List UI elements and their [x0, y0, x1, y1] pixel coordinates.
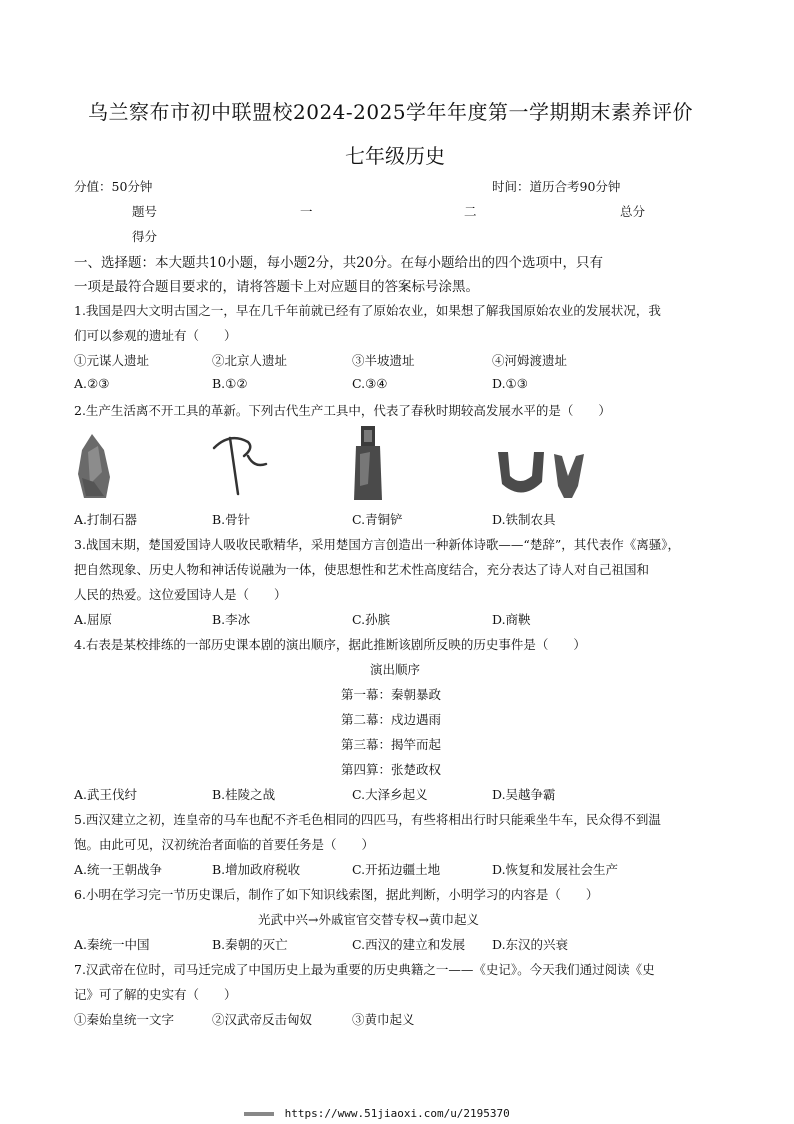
score-info: 分值：50分钟	[74, 179, 153, 194]
option-a[interactable]: A.②③	[74, 376, 110, 391]
act-4: 第四算：张楚政权	[341, 762, 442, 777]
bone-needle-image	[208, 428, 272, 500]
question-stem: 人民的热爱。这位爱国诗人是（ ）	[74, 587, 287, 602]
performance-order-title: 演出顺序	[370, 662, 421, 677]
question-stem: 6.小明在学习完一节历史课后，制作了如下知识线索图，据此判断，小明学习的内容是（ ）	[74, 887, 599, 902]
score-table-header-part1: 一	[300, 204, 313, 219]
score-table-header-part2: 二	[464, 204, 477, 219]
statement-item: ①秦始皇统一文字	[74, 1012, 175, 1027]
stone-tool-image	[74, 432, 114, 502]
question-stem: 记》可了解的史实有（ ）	[74, 987, 237, 1002]
section1-instruction-line1: 一、选择题：本大题共10小题，每小题2分，共20分。在每小题给出的四个选项中，只有	[74, 255, 603, 271]
exam-title: 乌兰察布市初中联盟校2024-2025学年年度第一学期期末素养评价	[88, 100, 694, 124]
statement-item: ②北京人遗址	[212, 353, 288, 368]
option-d[interactable]: D.东汉的兴衰	[492, 937, 569, 952]
option-b[interactable]: B.秦朝的灭亡	[212, 937, 288, 952]
option-c[interactable]: C.孙膑	[352, 612, 391, 627]
option-b[interactable]: B.李冰	[212, 612, 251, 627]
option-a[interactable]: A.统一王朝战争	[74, 862, 163, 877]
option-b[interactable]: B.桂陵之战	[212, 787, 276, 802]
option-a[interactable]: A.武王伐纣	[74, 787, 138, 802]
option-b[interactable]: B.①②	[212, 376, 248, 391]
footer-watermark	[244, 1107, 510, 1120]
option-c[interactable]: C.青铜铲	[352, 512, 403, 527]
iron-farm-tools-image	[494, 446, 604, 502]
option-d[interactable]: D.①③	[492, 376, 528, 391]
option-c[interactable]: C.西汉的建立和发展	[352, 937, 466, 952]
score-table-row-score: 得分	[132, 229, 158, 244]
option-d[interactable]: D.铁制农具	[492, 512, 556, 527]
statement-item: ③半坡遗址	[352, 353, 415, 368]
option-d[interactable]: D.商鞅	[492, 612, 531, 627]
statement-item: ②汉武帝反击匈奴	[212, 1012, 313, 1027]
option-c[interactable]: C.开拓边疆土地	[352, 862, 441, 877]
statement-item: ④河姆渡遗址	[492, 353, 568, 368]
time-info: 时间：道历合考90分钟	[492, 179, 621, 194]
option-c[interactable]: C.③④	[352, 376, 388, 391]
watermark-logo-icon	[244, 1112, 274, 1116]
option-b[interactable]: B.骨针	[212, 512, 251, 527]
option-c[interactable]: C.大泽乡起义	[352, 787, 428, 802]
score-table-header-total: 总分	[620, 204, 646, 219]
question-stem: 2.生产生活离不开工具的革新。下列古代生产工具中，代表了春秋时期较高发展水平的是（ ）	[74, 403, 611, 418]
question-stem: 1.我国是四大文明古国之一，早在几千年前就已经有了原始农业，如果想了解我国原始农业的发展状况，我	[74, 303, 661, 318]
act-2: 第二幕：戍边遇雨	[341, 712, 442, 727]
score-table-header-number: 题号	[132, 204, 158, 219]
question-stem: 5.西汉建立之初，连皇帝的马车也配不齐毛色相同的四匹马，有些将相出行时只能乘坐牛车，民众得不到温	[74, 812, 661, 827]
exam-subject: 七年级历史	[345, 144, 445, 168]
act-1: 第一幕：秦朝暴政	[341, 687, 442, 702]
question-stem: 饱。由此可见，汉初统治者面临的首要任务是（ ）	[74, 837, 375, 852]
option-a[interactable]: A.打制石器	[74, 512, 138, 527]
section1-instruction-line2: 一项是最符合题目要求的，请将答题卡上对应题目的答案标号涂黑。	[74, 279, 479, 295]
option-d[interactable]: D.恢复和发展社会生产	[492, 862, 619, 877]
question-stem: 把自然现象、历史人物和神话传说融为一体，使思想性和艺术性高度结合，充分表达了诗人对自己祖国和	[74, 562, 650, 577]
bronze-shovel-image	[350, 424, 386, 504]
question-stem: 4.右表是某校排练的一部历史课本剧的演出顺序，据此推断该剧所反映的历史事件是（ ）	[74, 637, 586, 652]
knowledge-clue-diagram: 光武中兴→外戚宦官交替专权→黄巾起义	[258, 912, 479, 927]
statement-item: ③黄巾起义	[352, 1012, 415, 1027]
option-a[interactable]: A.秦统一中国	[74, 937, 150, 952]
option-a[interactable]: A.屈原	[74, 612, 113, 627]
act-3: 第三幕：揭竿而起	[341, 737, 442, 752]
footer-url[interactable]: https://www.51jiaoxi.com/u/2195370	[284, 1107, 510, 1120]
option-b[interactable]: B.增加政府税收	[212, 862, 301, 877]
question-stem: 3.战国末期，楚国爱国诗人吸收民歌精华，采用楚国方言创造出一种新体诗歌——“楚辞”，其代表作《离骚》，	[74, 537, 680, 552]
question-stem: 们可以参观的遗址有（ ）	[74, 328, 237, 343]
statement-item: ①元谋人遗址	[74, 353, 150, 368]
option-d[interactable]: D.吴越争霸	[492, 787, 556, 802]
question-stem: 7.汉武帝在位时，司马迁完成了中国历史上最为重要的历史典籍之一——《史记》。今天我们通过阅读《史	[74, 962, 655, 977]
